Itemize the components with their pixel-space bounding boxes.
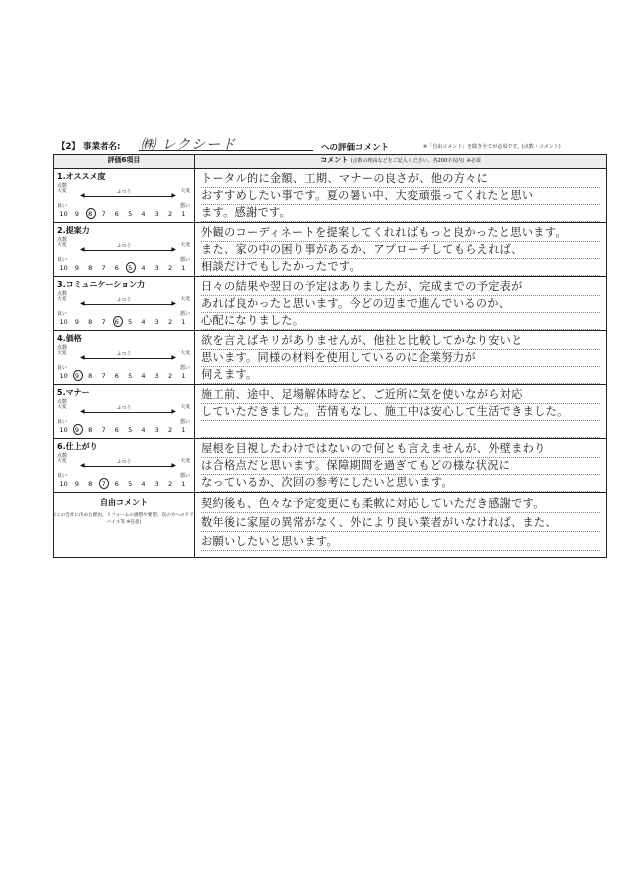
score-option: 5: [128, 426, 133, 434]
score-label: 点数: [57, 237, 68, 243]
score-scale: [57, 210, 190, 218]
comment-line: [201, 420, 600, 438]
evaluation-row: [54, 169, 607, 223]
sheet-header: [53, 136, 607, 154]
daihen-right: 大変: [180, 189, 190, 194]
item-cell: [54, 385, 195, 439]
evaluation-row: [54, 223, 607, 277]
free-comment-line: 契約後も、色々な予定変更にも柔軟に対応していただき感謝です。: [201, 495, 600, 513]
comment-line: 思います。同様の材料を使用しているのに企業努力が: [201, 349, 600, 367]
score-option: 7: [101, 426, 106, 434]
good-label: 良い: [57, 311, 68, 317]
good-label: 良い: [57, 365, 68, 371]
score-option: 3: [154, 372, 159, 380]
score-option: 6: [114, 426, 119, 434]
free-comment-line: お願いしたいと思います。: [201, 533, 600, 551]
score-option: 10: [59, 372, 68, 380]
daihen-right: 大変: [180, 243, 190, 248]
score-option: 5: [128, 318, 133, 326]
comment-line: 日々の結果や翌日の予定はありましたが、完成までの予定表が: [201, 278, 600, 296]
score-option: 10: [59, 426, 68, 434]
scale-arrow: ◀ ▶: [80, 300, 176, 307]
futsu-label: ふつう: [117, 406, 132, 411]
evaluation-row: [54, 439, 607, 493]
evaluation-to-label: への評価コメント: [321, 143, 390, 153]
score-option: 1: [181, 426, 186, 434]
score-option: 9: [70, 372, 83, 380]
item-title: 5.マナー: [57, 388, 90, 397]
comment-cell: [195, 223, 607, 277]
score-option: 4: [141, 318, 146, 326]
score-option: 1: [181, 264, 186, 272]
comment-line: ます。感謝です。: [201, 204, 600, 222]
comment-column-header: コメント (点数の理由などをご記入ください。各200字以内) ※必須: [195, 155, 607, 169]
score-option: 4: [141, 264, 146, 272]
daihen-left: 大変: [57, 459, 67, 464]
score-option: 5: [128, 372, 133, 380]
comment-cell: [195, 277, 607, 331]
score-option: 8: [88, 426, 93, 434]
daihen-right: 大変: [180, 405, 190, 410]
score-option: 1: [181, 210, 186, 218]
bad-label: 悪い: [179, 473, 190, 479]
scale-arrow: ◀ ▶: [80, 192, 176, 199]
evaluation-row: [54, 331, 607, 385]
free-comment-label-cell: [54, 493, 195, 558]
comment-line: おすすめしたい事です。夏の暑い中、大変頑張ってくれたと思い: [201, 187, 600, 205]
comment-line: また、家の中の困り事があるか、アプローチしてもらえれば、: [201, 241, 600, 259]
comment-line: 屋根を目視したわけではないので何とも言えませんが、外壁まわり: [201, 440, 600, 458]
score-scale: [57, 318, 190, 326]
free-comment-description: (この会社に決めた理由、リフォームの感想や要望、次の方へのアドバイス等 ※任意): [54, 513, 194, 525]
score-option: 8: [84, 210, 97, 218]
evaluation-row: [54, 277, 607, 331]
score-scale: [57, 426, 190, 434]
futsu-label: ふつう: [117, 244, 132, 249]
score-option: 2: [167, 318, 173, 326]
item-title: 3.コミュニケーション力: [57, 280, 146, 289]
bad-label: 悪い: [179, 419, 190, 425]
required-note: ※「自由コメント」を除き全てが必須です。(点数・コメント): [423, 144, 561, 150]
score-option: 5: [128, 480, 133, 488]
bad-label: 悪い: [179, 311, 190, 317]
score-option: 3: [154, 210, 159, 218]
score-option: 5: [128, 210, 133, 218]
score-label: 点数: [57, 291, 68, 297]
score-option: 4: [141, 372, 146, 380]
item-title: 2.提案力: [57, 226, 90, 235]
item-title: 1.オススメ度: [57, 172, 106, 181]
score-option: 2: [167, 210, 173, 218]
score-option: 6: [114, 480, 119, 488]
score-option: 3: [154, 480, 159, 488]
free-comment-title: 自由コメント: [100, 498, 148, 507]
score-option: 8: [88, 264, 93, 272]
items-column-header: 評価6項目: [54, 155, 195, 169]
comment-cell: [195, 169, 607, 223]
good-label: 良い: [57, 473, 68, 479]
score-option: 7: [101, 264, 106, 272]
score-option: 10: [59, 318, 68, 326]
score-option: 1: [181, 318, 186, 326]
score-option: 9: [74, 210, 80, 218]
daihen-left: 大変: [57, 405, 67, 410]
futsu-label: ふつう: [117, 352, 132, 357]
scale-arrow: ◀ ▶: [80, 462, 176, 469]
score-option: 3: [154, 318, 159, 326]
score-label: 点数: [57, 399, 68, 405]
futsu-label: ふつう: [117, 190, 132, 195]
item-cell: [54, 277, 195, 331]
good-label: 良い: [57, 257, 68, 263]
comment-line: 心配になりました。: [201, 312, 600, 330]
score-option: 10: [59, 480, 68, 488]
score-option: 1: [181, 372, 186, 380]
item-title: 4.価格: [57, 334, 82, 343]
score-option: 6: [114, 210, 119, 218]
score-option: 8: [88, 480, 93, 488]
item-cell: [54, 223, 195, 277]
score-option: 9: [74, 318, 80, 326]
free-comment-line: 数年後に家屋の異常がなく、外により良い業者がいなければ、また、: [201, 514, 600, 532]
evaluation-row: [54, 385, 607, 439]
score-option: 4: [141, 210, 146, 218]
score-option: 8: [88, 318, 93, 326]
score-option: 6: [114, 372, 119, 380]
sheet-number: 【2】: [57, 142, 80, 152]
score-option: 5: [123, 264, 136, 272]
futsu-label: ふつう: [117, 298, 132, 303]
bad-label: 悪い: [179, 203, 190, 209]
comment-line: 外観のコーディネートを提案してくれればもっと良かったと思います。: [201, 224, 600, 242]
score-option: 7: [97, 480, 110, 488]
comment-cell: [195, 331, 607, 385]
comment-line: 施工前、途中、足場解体時など、ご近所に気を使いながら対応: [201, 386, 600, 404]
score-label: 点数: [57, 453, 68, 459]
score-option: 4: [141, 426, 146, 434]
comment-line: 相談だけでもしたかったです。: [201, 258, 600, 276]
score-option: 3: [154, 264, 159, 272]
comment-cell: [195, 385, 607, 439]
daihen-left: 大変: [57, 351, 67, 356]
daihen-left: 大変: [57, 189, 67, 194]
score-option: 7: [101, 318, 106, 326]
comment-line: 欲を言えばキリがありませんが、他社と比較してかなり安いと: [201, 332, 600, 350]
score-option: 10: [59, 210, 68, 218]
daihen-left: 大変: [57, 297, 67, 302]
daihen-left: 大変: [57, 243, 67, 248]
score-option: 3: [154, 426, 159, 434]
item-cell: [54, 169, 195, 223]
comment-line: は合格点だと思います。保障期間を過ぎてもどの様な状況に: [201, 457, 600, 475]
comment-line: トータル的に金額、工期、マナーの良さが、他の方々に: [201, 170, 600, 188]
futsu-label: ふつう: [117, 460, 132, 465]
business-name: ㈱ レクシード: [141, 137, 237, 153]
business-label: 事業者名:: [83, 142, 121, 152]
item-cell: [54, 439, 195, 493]
bad-label: 悪い: [179, 365, 190, 371]
score-option: 2: [167, 372, 173, 380]
good-label: 良い: [57, 419, 68, 425]
score-option: 2: [167, 264, 173, 272]
score-option: 2: [167, 480, 173, 488]
daihen-right: 大変: [180, 459, 190, 464]
comment-line: なっているか、次回の参考にしたいと思います。: [201, 474, 600, 492]
score-option: 7: [101, 372, 106, 380]
business-name-underline: [139, 150, 313, 151]
scale-arrow: ◀ ▶: [80, 354, 176, 361]
good-label: 良い: [57, 203, 68, 209]
score-option: 9: [74, 264, 80, 272]
evaluation-sheet: [53, 136, 607, 558]
score-option: 8: [88, 372, 93, 380]
evaluation-table: [53, 154, 607, 558]
score-scale: [57, 264, 190, 272]
score-option: 4: [141, 480, 146, 488]
score-scale: [57, 372, 190, 380]
score-option: 6: [114, 264, 119, 272]
score-option: 9: [74, 480, 80, 488]
score-option: 9: [70, 426, 83, 434]
bad-label: 悪い: [179, 257, 190, 263]
score-label: 点数: [57, 345, 68, 351]
scale-arrow: ◀ ▶: [80, 408, 176, 415]
scale-arrow: ◀ ▶: [80, 246, 176, 253]
free-comment-cell: [195, 493, 607, 558]
item-cell: [54, 331, 195, 385]
score-option: 2: [167, 426, 173, 434]
score-option: 10: [59, 264, 68, 272]
item-title: 6.仕上がり: [57, 442, 98, 451]
score-option: 1: [181, 480, 186, 488]
score-scale: [57, 480, 190, 488]
comment-line: あれば良かったと思います。今どの辺まで進んでいるのか、: [201, 295, 600, 313]
comment-cell: [195, 439, 607, 493]
comment-line: していただきました。苦情もなし、施工中は安心して生活できました。: [201, 403, 600, 421]
daihen-right: 大変: [180, 297, 190, 302]
score-option: 7: [101, 210, 106, 218]
score-option: 6: [110, 318, 123, 326]
comment-line: 伺えます。: [201, 366, 600, 384]
score-label: 点数: [57, 183, 68, 189]
daihen-right: 大変: [180, 351, 190, 356]
